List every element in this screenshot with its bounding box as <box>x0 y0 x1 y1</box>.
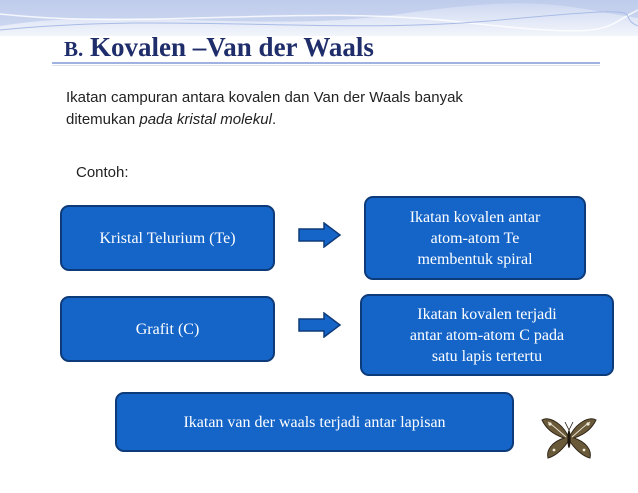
title-underline-light <box>52 65 600 66</box>
right-arrow-icon <box>298 222 342 248</box>
slide-title <box>64 32 374 63</box>
result-telurium-line: atom-atom Te <box>430 229 520 247</box>
result-grafit-line: Ikatan kovalen terjadi <box>417 305 557 323</box>
title-underline <box>52 62 600 64</box>
header-band <box>0 0 638 36</box>
example-label: Contoh: <box>76 164 129 181</box>
intro-paragraph <box>66 87 606 131</box>
result-telurium-line: Ikatan kovalen antar <box>409 208 541 226</box>
result-grafit-line: satu lapis tertertu <box>431 347 543 365</box>
result-grafit-text <box>410 304 564 367</box>
intro-line-2-suffix: . <box>271 111 277 128</box>
result-box-telurium <box>364 196 586 280</box>
intro-line-2-prefix: ditemukan <box>66 111 140 128</box>
title-letter: B. <box>64 37 84 61</box>
right-arrow-icon <box>298 312 342 338</box>
result-telurium-line: membentuk spiral <box>417 250 533 268</box>
intro-line-1: Ikatan campuran antara kovalen dan Van der Waals banyak <box>66 89 463 106</box>
butterfly-icon <box>540 416 598 460</box>
intro-line-2-italic: pada kristal molekul <box>139 111 272 128</box>
source-box-grafit: Grafit (C) <box>60 296 275 362</box>
header-wave-decoration <box>0 0 638 36</box>
title-text: Kovalen –Van der Waals <box>90 32 374 62</box>
result-box-grafit <box>360 294 614 376</box>
footer-box-vanderwaals: Ikatan van der waals terjadi antar lapisan <box>115 392 514 452</box>
result-grafit-line: antar atom-atom C pada <box>409 326 565 344</box>
source-box-telurium: Kristal Telurium (Te) <box>60 205 275 271</box>
result-telurium-text <box>410 207 541 270</box>
